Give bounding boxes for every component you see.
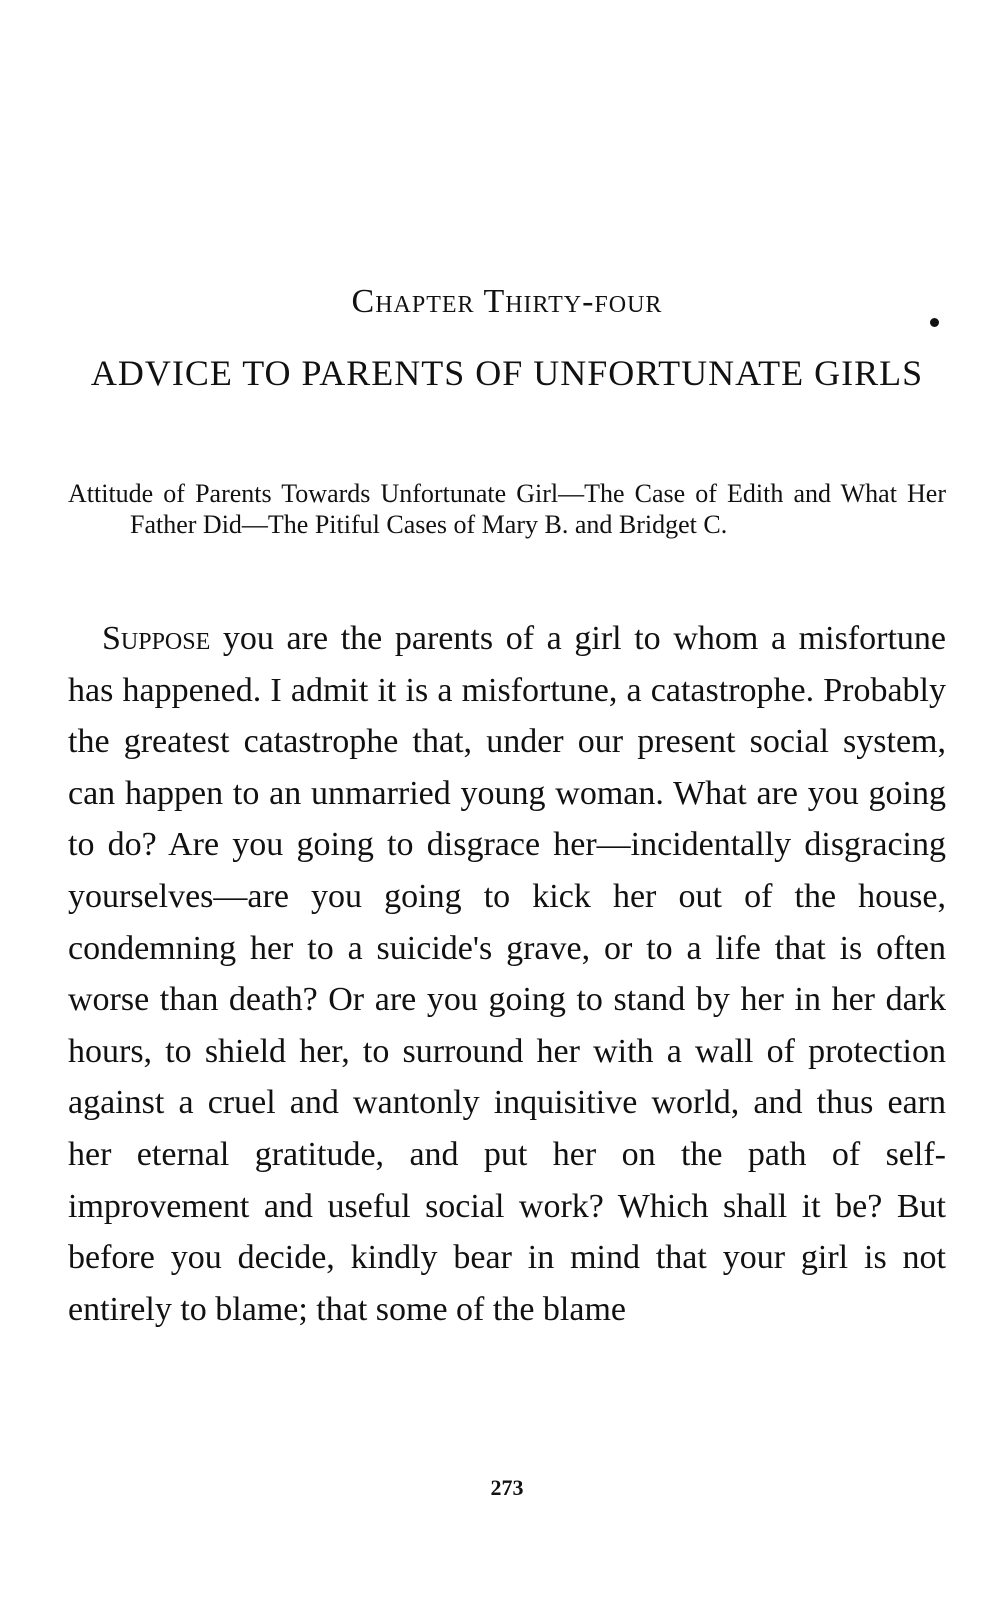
ink-speck — [930, 318, 939, 327]
body-text: you are the parents of a girl to whom a misfortune has happened. I admit it is a misfortune, a catastrophe. Probably the greatest catastrophe that, under our present social system, can happen to an unmarried young woman. What are you going to do? Are you going to disgrace her—incidentally disgracing yourselves—are you going to kick her out of the house, condemning her to a suicide's grave, or to a life that is often worse than death? Or are you going to stand by her in her dark hours, to shield her, to surround her with a wall of protection against a cruel and wantonly inquisitive world, and thus earn her eternal gratitude, and put her on the path of self-improvement and useful social work? Which shall it be? But before you decide, kindly bear in mind that your girl is not entirely to blame; that some of the blame — [68, 620, 946, 1328]
chapter-label: Chapter Thirty-four — [351, 283, 663, 320]
chapter-title: ADVICE TO PARENTS OF UNFORTUNATE GIRLS — [90, 353, 924, 393]
page-number: 273 — [490, 1475, 524, 1500]
body-lead-word: Suppose — [102, 620, 211, 657]
chapter-synopsis: Attitude of Parents Towards Unfortunate Girl—The Case of Edith and What Her Father Did—The Pitiful Cases of Mary B. and Bridget C. — [68, 479, 946, 539]
body-paragraph — [68, 613, 946, 1335]
book-page — [68, 0, 946, 1616]
